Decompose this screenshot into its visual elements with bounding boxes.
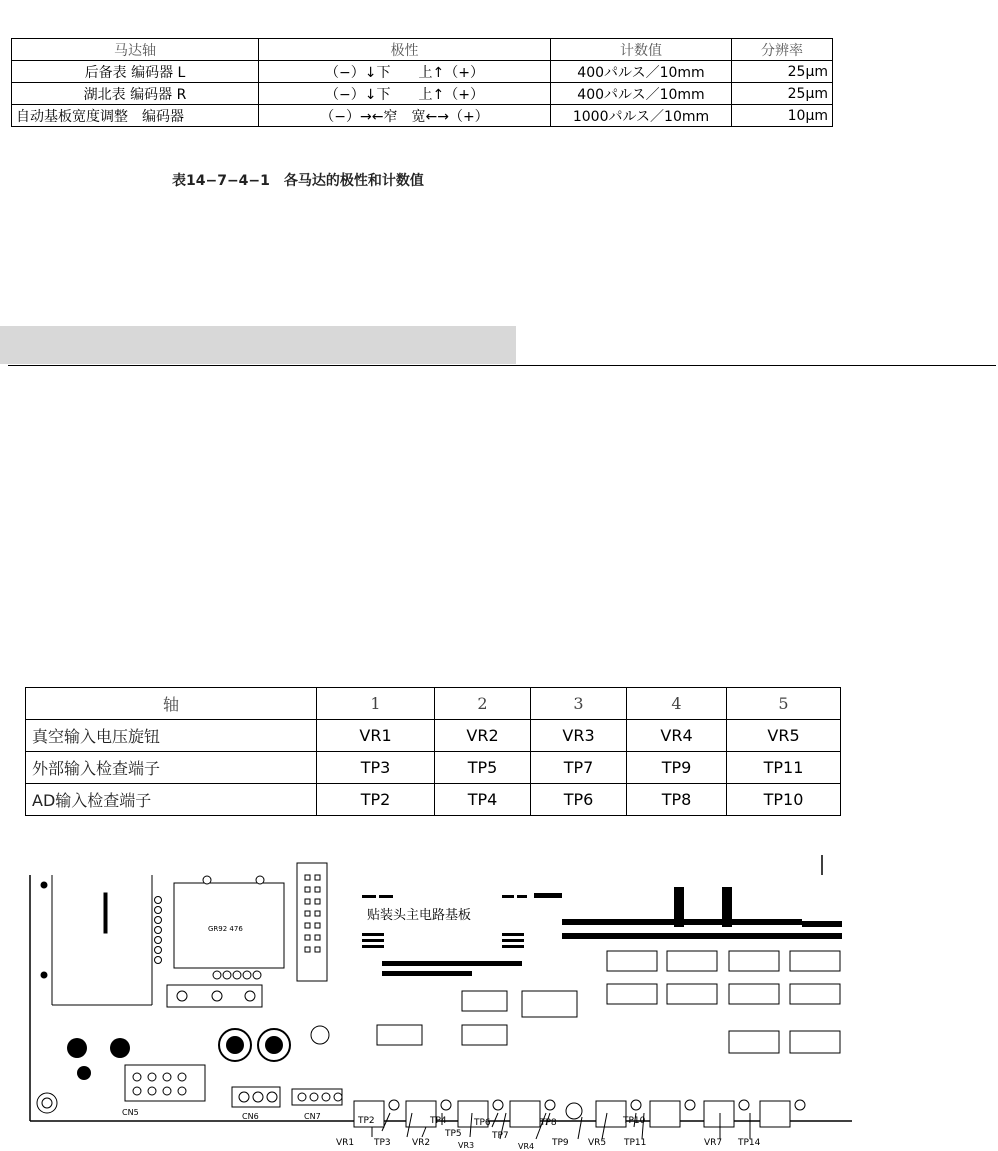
label-tp7: TP7 — [492, 1131, 509, 1141]
cell-count: 400パルス／10mm — [551, 83, 732, 105]
cell: TP9 — [627, 752, 727, 784]
cell-polarity: （−）↓下 上↑（+） — [259, 61, 551, 83]
col-header-polarity: 极性 — [259, 39, 551, 61]
col-header-5: 5 — [727, 688, 841, 720]
module-left — [41, 875, 152, 1005]
cell-axis: 后备表 编码器 L — [12, 61, 259, 83]
cell: TP5 — [435, 752, 531, 784]
cell-polarity: （−）↓下 上↑（+） — [259, 83, 551, 105]
col-header-resolution: 分辨率 — [732, 39, 833, 61]
horizontal-rule — [8, 365, 996, 366]
label-tp5: TP5 — [445, 1129, 462, 1139]
col-header-1: 1 — [317, 688, 435, 720]
ic-row-middle — [377, 984, 840, 1053]
table-header-row — [12, 39, 833, 61]
label-tp11: TP11 — [624, 1138, 647, 1148]
cell-count: 1000パルス／10mm — [551, 105, 732, 127]
axis-terminal-table — [25, 687, 841, 816]
label-vr1: VR1 — [336, 1138, 355, 1148]
col-header-3: 3 — [531, 688, 627, 720]
label-vr5: VR5 — [588, 1138, 607, 1148]
label-tp4: TP4 — [430, 1116, 447, 1126]
cell-axis: 湖北表 编码器 R — [12, 83, 259, 105]
connector-cn5: CN5 — [122, 1108, 139, 1117]
cell: VR3 — [531, 720, 627, 752]
trimmer-row — [354, 1100, 805, 1127]
label-tp14: TP14 — [738, 1138, 761, 1148]
connector-cn7: CN7 — [304, 1112, 321, 1121]
col-header-4: 4 — [627, 688, 727, 720]
row-label: AD输入检查端子 — [26, 784, 317, 816]
table-row — [26, 720, 841, 752]
cell: TP6 — [531, 784, 627, 816]
label-vr3: VR3 — [458, 1141, 475, 1149]
cell-polarity: （−）→←窄 宽←→（+） — [259, 105, 551, 127]
table-row — [12, 61, 833, 83]
col-header-axis: 轴 — [26, 688, 317, 720]
table-row — [26, 784, 841, 816]
cell-resolution: 10μm — [732, 105, 833, 127]
label-vr7: VR7 — [704, 1138, 723, 1148]
cell: TP10 — [727, 784, 841, 816]
label-tp3: TP3 — [374, 1138, 391, 1148]
ic-row-upper — [607, 951, 840, 971]
cell: VR1 — [317, 720, 435, 752]
cell-resolution: 25μm — [732, 83, 833, 105]
section-header-band — [0, 326, 516, 364]
cell: TP2 — [317, 784, 435, 816]
label-tp8: TP8 — [540, 1118, 557, 1128]
circuit-board-diagram — [22, 855, 862, 1149]
cell-count: 400パルス／10mm — [551, 61, 732, 83]
cell: TP7 — [531, 752, 627, 784]
col-header-count: 计数值 — [551, 39, 732, 61]
cell-resolution: 25μm — [732, 61, 833, 83]
pin-header — [297, 863, 327, 981]
label-tp2: TP2 — [358, 1116, 375, 1126]
table-row — [12, 105, 833, 127]
label-tp10: TP10 — [623, 1116, 646, 1126]
cell: TP8 — [627, 784, 727, 816]
cell: VR4 — [627, 720, 727, 752]
table-caption: 表14−7−4−1 各马达的极性和计数值 — [172, 173, 424, 189]
cell: VR5 — [727, 720, 841, 752]
col-header-motor-axis: 马达轴 — [12, 39, 259, 61]
motor-polarity-table — [11, 38, 833, 127]
col-header-2: 2 — [435, 688, 531, 720]
table-header-row — [26, 688, 841, 720]
svg-text:GR92 476: GR92 476 — [208, 925, 243, 933]
cell: VR2 — [435, 720, 531, 752]
table-row — [26, 752, 841, 784]
row-label: 真空输入电压旋钮 — [26, 720, 317, 752]
cell-axis: 自动基板宽度调整 编码器 — [12, 105, 259, 127]
main-ic — [155, 876, 285, 979]
label-tp9: TP9 — [552, 1138, 569, 1148]
table-row — [12, 83, 833, 105]
label-tp6: TP6 — [474, 1118, 491, 1128]
cell: TP4 — [435, 784, 531, 816]
cell: TP3 — [317, 752, 435, 784]
label-vr4: VR4 — [518, 1142, 535, 1149]
row-label: 外部输入检查端子 — [26, 752, 317, 784]
board-title: 贴装头主电路基板 — [367, 908, 472, 923]
label-vr2: VR2 — [412, 1138, 431, 1148]
cell: TP11 — [727, 752, 841, 784]
connector-cn6: CN6 — [242, 1112, 259, 1121]
